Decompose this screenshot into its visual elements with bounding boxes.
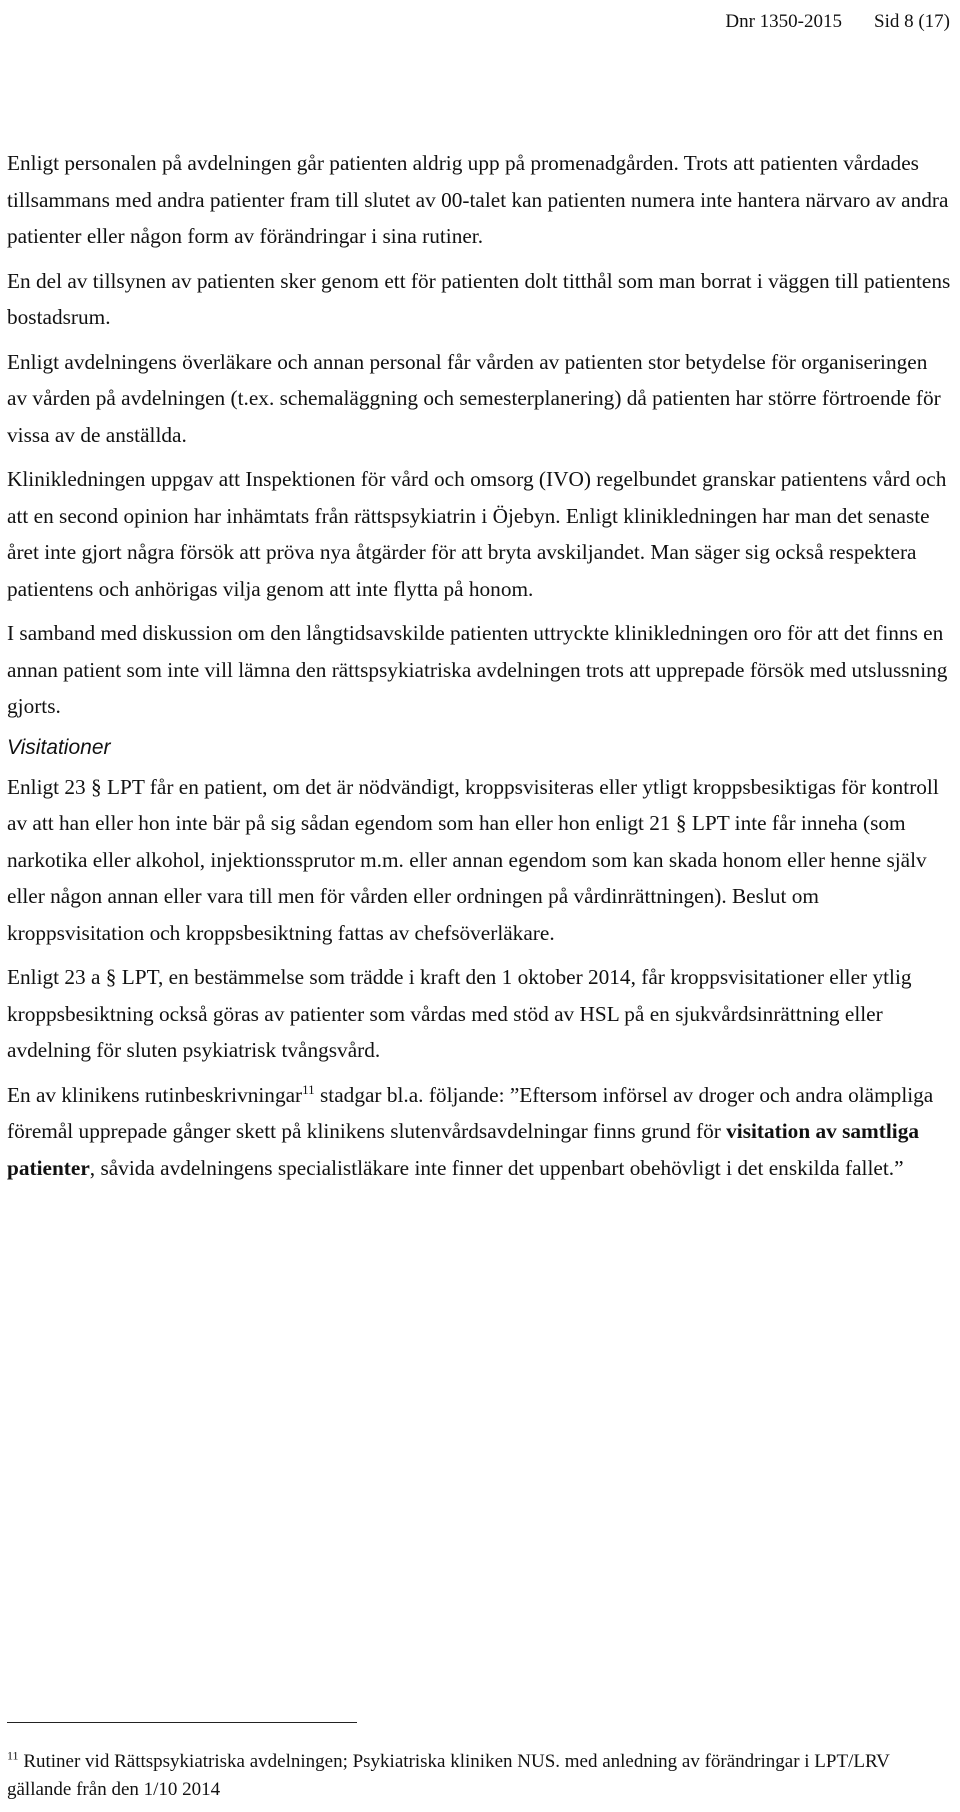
document-body — [7, 145, 952, 1194]
page-number: Sid 8 (17) — [874, 11, 950, 32]
paragraph-overlakare: Enligt avdelningens överläkare och annan personal får vården av patienten stor betydelse för organiseringen av vården på avdelningen (t.ex. schemaläggning och semesterplanering) då patienten har större förtroende för vissa av de anställda. — [7, 349, 941, 447]
rutin-text-part1: En av klinikens rutinbeskrivningar — [7, 1082, 303, 1107]
paragraph-klinikledningen: Klinikledningen uppgav att Inspektionen för vård och omsorg (IVO) regelbundet granskar patientens vård och att en second opinion har inhämtats från rättspsykiatrin i Öjebyn. Enligt klinikledningen har man det senaste året inte gjort några försök att pröva nya åtgärder för att bryta avskiljandet. Man säger sig också respektera patientens och anhörigas vilja genom att inte flytta på honom. — [7, 467, 947, 601]
section-heading-visitationer: Visitationer — [7, 735, 111, 759]
footnote-number: 11 — [7, 1748, 19, 1763]
rutin-bold-text: visitation av samtliga patienter — [7, 1119, 920, 1180]
footnote-separator — [7, 1722, 357, 1723]
paragraph-rutinbeskrivning — [7, 1077, 952, 1187]
paragraph-23-lpt: Enligt 23 § LPT får en patient, om det är nödvändigt, kroppsvisiteras eller ytligt kroppsbesiktigas för kontroll av att han eller hon inte bär på sig sådan egendom som han eller hon enligt 21 § LPT inte får inneha (som narkotika eller alkohol, injektionssprutor m.m. eller annan egendom som kan skada honom eller henne själv eller någon annan eller vara till men för vården eller ordningen på vårdinrättningen). Beslut om kroppsvisitation och kroppsbesiktning fattas av chefsöverläkare. — [7, 774, 939, 945]
page-header — [725, 10, 950, 34]
case-number: Dnr 1350-2015 — [725, 11, 842, 32]
rutin-text-part2: stadgar bl.a. följande: ”Eftersom införsel av droger och andra olämpliga föremål upprepade gånger skett på klinikens slutenvårdsavdelningar finns grund för — [7, 1082, 934, 1143]
footnote — [7, 1748, 952, 1804]
paragraph-23a-lpt: Enligt 23 a § LPT, en bestämmelse som trädde i kraft den 1 oktober 2014, får kroppsvisitationer eller ytlig kroppsbesiktning också göras av patienter som vårdas med stöd av HSL på en sjukvårdsinrättning eller avdelning för sluten psykiatrisk tvångsvård. — [7, 965, 912, 1062]
rutin-text-part3: , såvida avdelningens specialistläkare inte finner det uppenbart obehövligt i det enskilda fallet.” — [89, 1155, 904, 1180]
paragraph-promenadgarden: Enligt personalen på avdelningen går patienten aldrig upp på promenadgården. Trots att patienten vårdades tillsammans med andra patienter fram till slutet av 00-talet kan patienten numera inte hantera närvaro av andra patienter eller någon form av förändringar i sina rutiner. — [7, 151, 949, 248]
footnote-reference: 11 — [302, 1081, 315, 1097]
footnote-text: Rutiner vid Rättspsykiatriska avdelningen; Psykiatriska kliniken NUS. med anledning av förändringar i LPT/LRV gällande från den 1/10 2014 — [7, 1751, 890, 1800]
paragraph-annan-patient: I samband med diskussion om den långtidsavskilde patienten uttryckte klinikledningen oro för att det finns en annan patient som inte vill lämna den rättspsykiatriska avdelningen trots att upprepade försök med utslussning gjorts. — [7, 621, 948, 718]
paragraph-titthal: En del av tillsynen av patienten sker genom ett för patienten dolt titthål som man borrat i väggen till patientens bostadsrum. — [7, 268, 951, 329]
